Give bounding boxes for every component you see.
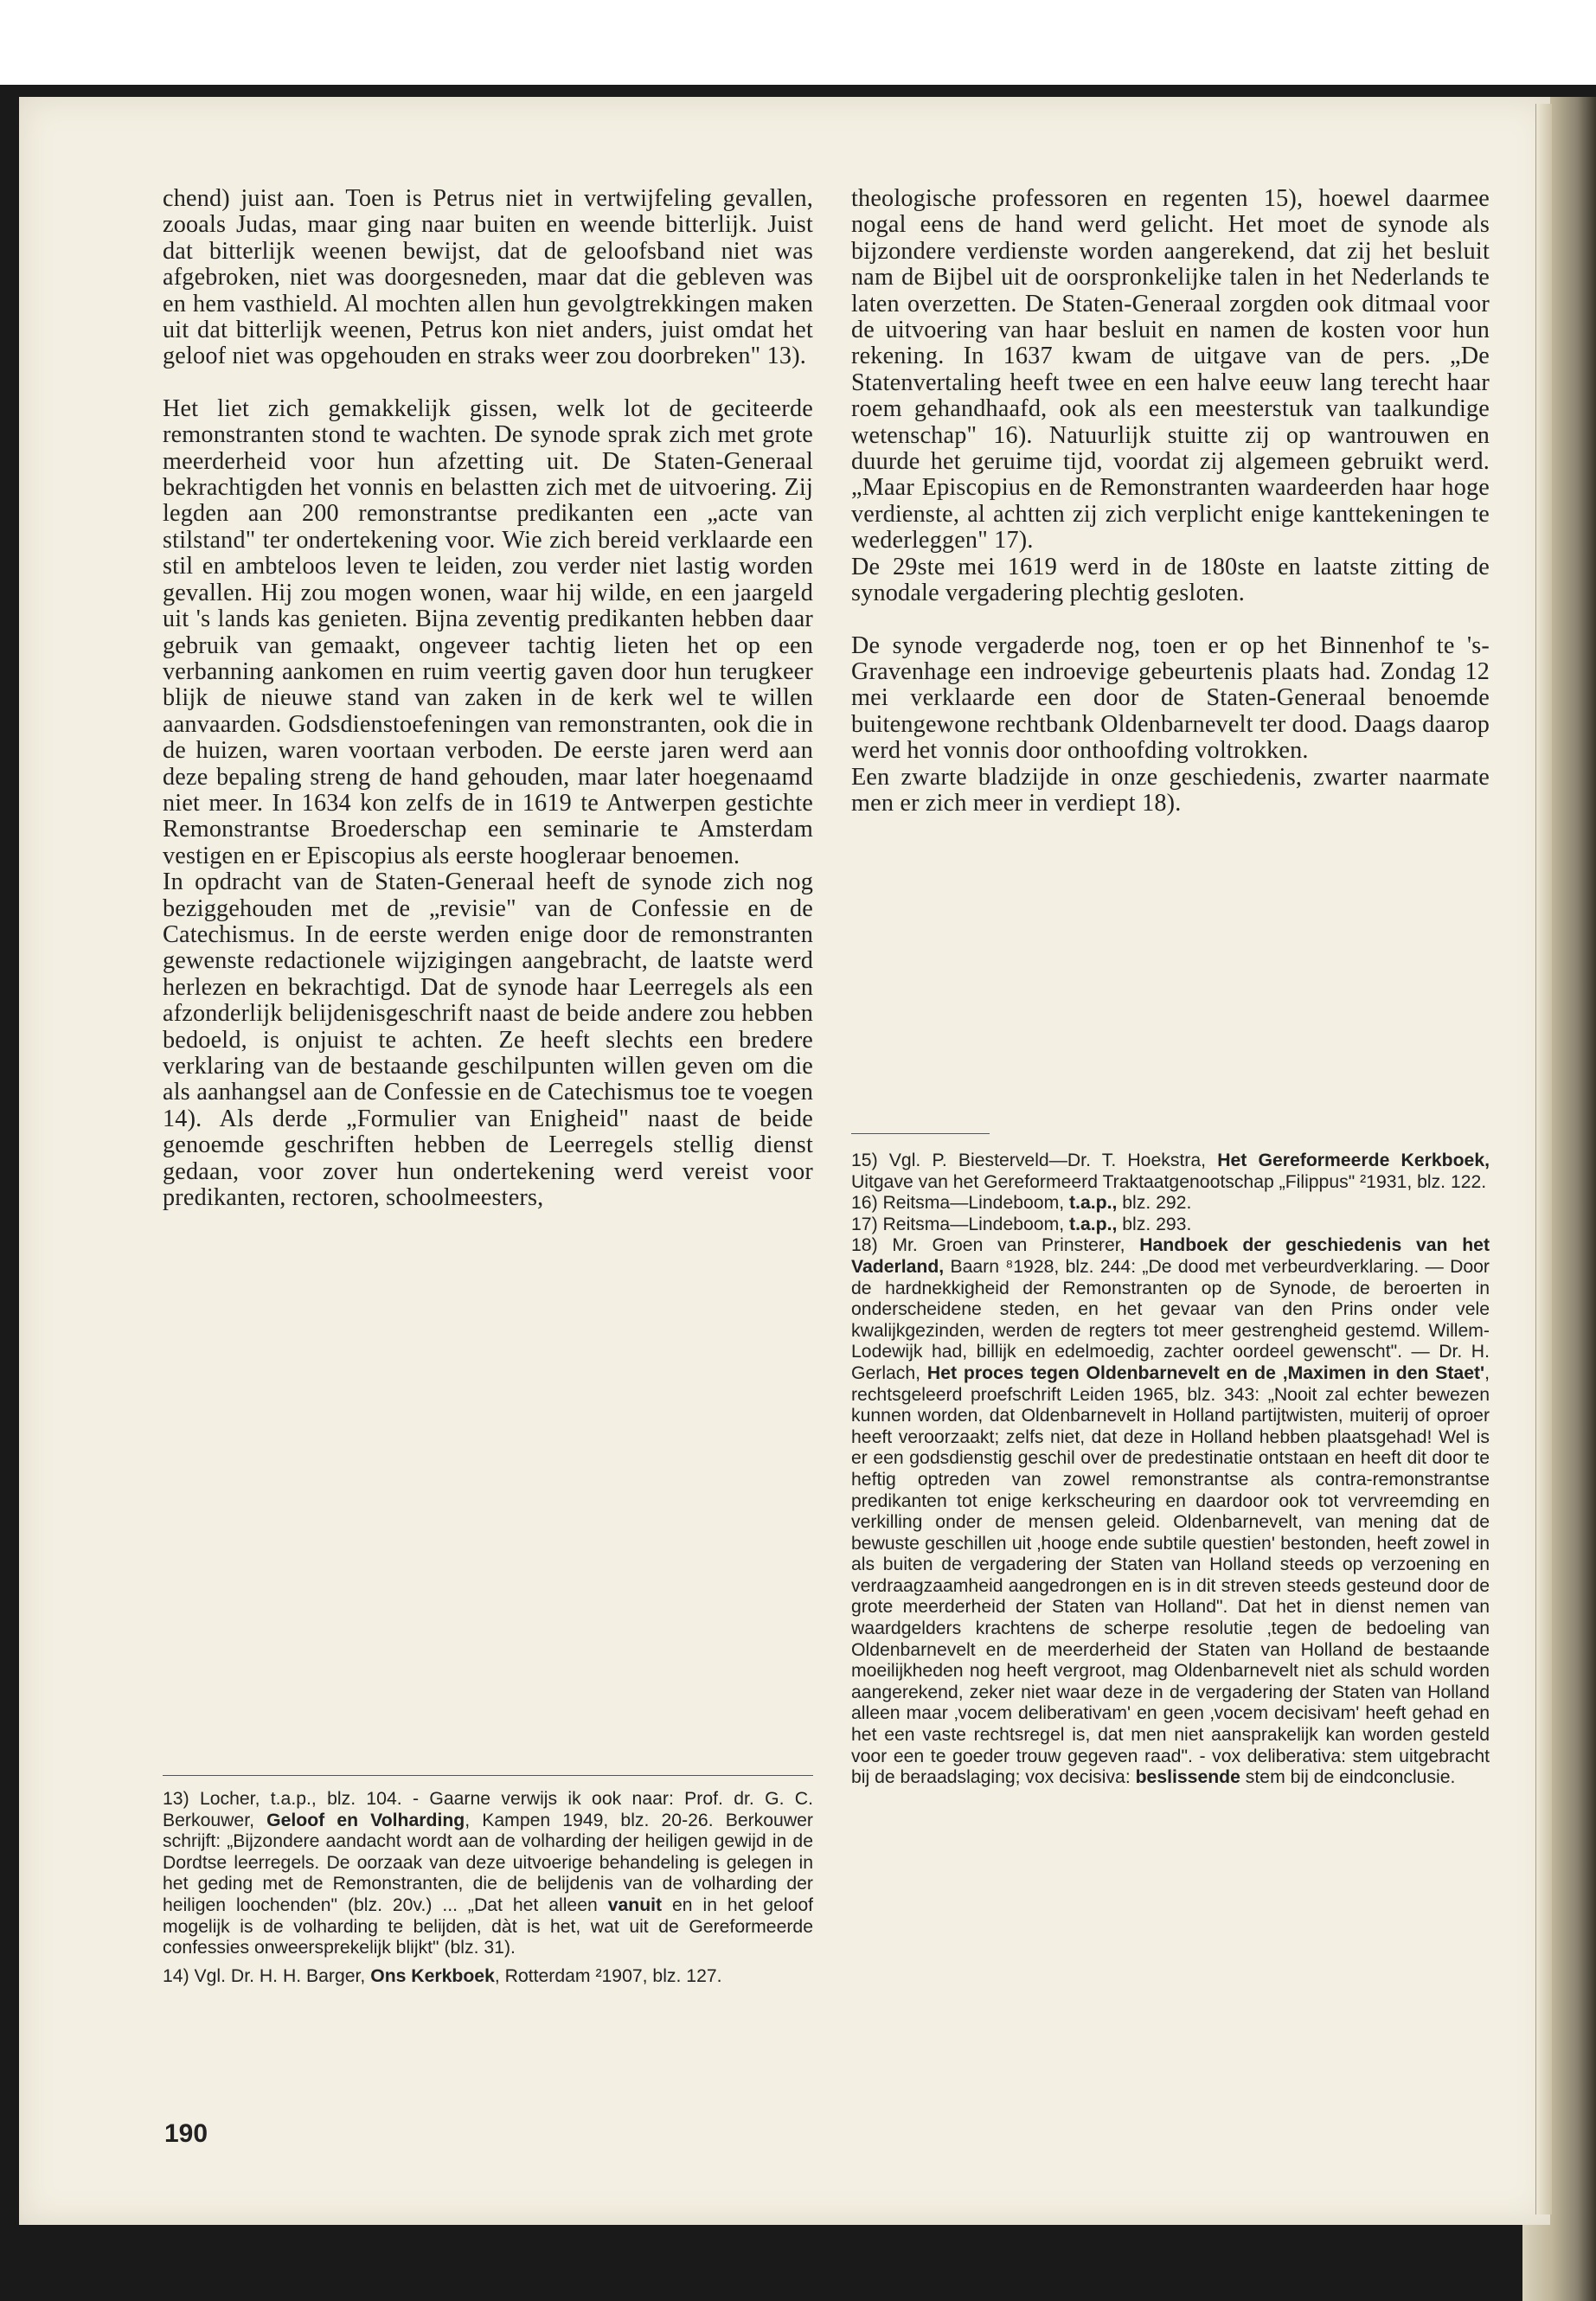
- footnote-14: 14) Vgl. Dr. H. H. Barger, Ons Kerkboek, Rotterdam ²1907, blz. 127.: [163, 1965, 722, 1986]
- page-edge: [1535, 104, 1552, 2214]
- right-paragraph-2: De 29ste mei 1619 werd in de 180ste en laatste zitting de synodale vergadering plechtig gesloten.: [851, 553, 1490, 607]
- right-paragraph-1: theologische professoren en regenten 15), hoewel daarmee nogal eens de hand werd gelicht. Het moet de synode als bijzondere verdienste worden aangerekend, dat zij het besluit nam de Bijbel uit de oorspronkelijke talen in het Nederlands te laten overzetten. De Staten-Generaal zorgden ook ditmaal voor de uitvoering van haar besluit en namen de kosten voor hun rekening. In 1637 kwam de uitgave van de pers. „De Statenvertaling heeft twee en een halve eeuw lang terecht haar roem gehandhaafd, ook als een meesterstuk van taalkundige wetenschap" 16). Natuurlijk stuitte zij op wantrouwen en duurde het geruime tijd, voordat zij algemeen gebruikt werd. „Maar Episcopius en de Remonstranten waardeerden haar hoge verdienste, al achtten zij zich verplicht enige kanttekeningen te wederleggen" 17).: [851, 185, 1490, 554]
- left-column: [163, 186, 813, 1211]
- left-footnote-rule: [163, 1775, 813, 1776]
- left-paragraph-3: In opdracht van de Staten-Generaal heeft de synode zich nog beziggehouden met de „revisie" van de Confessie en de Catechismus. In de eerste werden enige door de remonstranten gewenste redactionele wijzigingen aangebracht, de laatste werd herlezen en bekrachtigd. Dat de synode haar Leerregels als een afzonderlijk belijdenisgeschrift naast de beide andere zou hebben bedoeld, is onjuist te achten. Ze heeft slechts een bredere verklaring van de bestaande geschilpunten willen geven om die als aanhangsel aan de Confessie en de Catechismus toe te voegen 14). Als derde „Formulier van Enigheid" naast de beide genoemde geschriften hebben de Leerregels stellig dienst gedaan, voor zover hun ondertekening werd vereist voor predikanten, rectoren, schoolmeesters,: [163, 868, 813, 1212]
- footnote-13: 13) Locher, t.a.p., blz. 104. - Gaarne verwijs ik ook naar: Prof. dr. G. C. Berkouwer, Geloof en Volharding, Kampen 1949, blz. 20-26. Berkouwer schrijft: „Bijzondere aandacht wordt aan de volharding der heiligen gewijd in de Dordtse leerregels. De oorzaak van deze uitvoerige behandeling is gelegen in het geding met de Remonstranten, die de belijdenis van de volharding der heiligen loochenden" (blz. 20v.) ... „Dat het alleen vanuit en in het geloof mogelijk is de volharding te belijden, dàt is het, wat uit de Gereformeerde confessies onweersprekelijk blijkt" (blz. 31).: [163, 1789, 813, 1958]
- footnote-18: 18) Mr. Groen van Prinsterer, Handboek der geschiedenis van het Vaderland, Baarn ⁸1928, blz. 244: „De dood met verbeurdverklaring. — Door de hardnekkigheid der Remonstranten op de Synode, de beroerten in onderscheidene steden, en het gevaar van den Prins onder vele kwalijkgezinden, werden de regters tot meer gestrengheid gestemd. Willem-Lodewijk had, billijk en edelmoedig, zachter oordeel gewenscht". — Dr. H. Gerlach, Het proces tegen Oldenbarnevelt en de ‚Maximen in den Staet', rechtsgeleerd proefschrift Leiden 1965, blz. 343: „Nooit zal echter bewezen kunnen worden, dat Oldenbarnevelt in Holland partijtwisten, muiterij of oproer heeft veroorzaakt; zelfs niet, dat deze in Holland hebben plaatsgehad! Wel is er een godsdienstig geschil over de predestinatie ontstaan en heeft dit door te heftig optreden van zowel remonstrantse als contra-remonstrantse predikanten tot enige kerkscheuring en daardoor ook tot vervreemding en verkilling onder de mensen geleid. Oldenbarnevelt, van mening dat de bewuste geschillen uit ‚hooge ende subtile questien' bestonden, heeft zowel in als buiten de vergadering der Staten van Holland steeds op verzoening en verdraagzaamheid aangedrongen en is in dit streven steeds gesteund door de grote meerderheid der Staten van Holland". Dat het in dienst nemen van waardgelders krachtens de scherpe resolutie ‚tegen de bedoeling van Oldenbarnevelt en de meerderheid der Staten van Holland de bestaande moeilijkheden nog heeft vergroot, mag Oldenbarnevelt niet als schuld worden aangerekend, zeker niet waar deze in de vergadering der Staten van Holland alleen maar ‚vocem deliberativam' en geen ‚vocem decisivam' heeft gehad en het een vaste rechtsregel is, dat men niet aansprakelijk kan worden gesteld voor een te goeder trouw gegeven raad". - vox deliberativa: stem uitgebracht bij de beraadslaging; vox decisiva: beslissende stem bij de eindconclusie.: [851, 1235, 1490, 1788]
- right-column: [851, 186, 1490, 817]
- page-number: 190: [164, 2119, 208, 2148]
- left-paragraph-2: Het liet zich gemakkelijk gissen, welk lot de geciteerde remonstranten stond te wachten. De synode sprak zich met grote meerderheid voor hun afzetting uit. De Staten-Generaal bekrachtigden het vonnis en belastten zich met de uitvoering. Zij legden aan 200 remonstrantse predikanten een „acte van stilstand" ter ondertekening voor. Wie zich bereid verklaarde een stil en ambteloos leven te leiden, zou verder niet lastig worden gevallen. Hij zou mogen wonen, waar hij wilde, en een jaargeld uit 's lands kas genieten. Bijna zeventig predikanten hebben daar gebruik van gemaakt, ongeveer tachtig lieten het op een verbanning aankomen en ruim veertig gaven door hun terugkeer blijk de nieuwe stand van zaken in de kerk wel te willen aanvaarden. Godsdienstoefeningen van remonstranten, ook die in de huizen, waren voortaan verboden. De eerste jaren werd aan deze bepaling streng de hand gehouden, maar later hoegenaamd niet meer. In 1634 kon zelfs de in 1619 te Antwerpen gestichte Remonstrantse Broederschap een seminarie te Amsterdam vestigen en er Episcopius als eerste hoogleraar benoemen.: [163, 394, 813, 869]
- left-footnotes: [163, 1789, 813, 1987]
- footnote-17: 17) Reitsma—Lindeboom, t.a.p., blz. 293.: [851, 1214, 1192, 1234]
- right-paragraph-4: Een zwarte bladzijde in onze geschiedenis, zwarter naarmate men er zich meer in verdiept 18).: [851, 763, 1490, 817]
- footnote-15: 15) Vgl. P. Biesterveld—Dr. T. Hoekstra, Het Gereformeerde Kerkboek, Uitgave van het Gereformeerd Traktaatgenootschap „Filippus" ²1931, blz. 122.: [851, 1150, 1490, 1192]
- right-footnotes: [851, 1150, 1490, 1789]
- footnote-16: 16) Reitsma—Lindeboom, t.a.p., blz. 292.: [851, 1193, 1192, 1214]
- right-footnote-rule: [851, 1133, 990, 1134]
- left-paragraph-1: chend) juist aan. Toen is Petrus niet in vertwijfeling gevallen, zooals Judas, maar ging naar buiten en weende bitterlijk. Juist dat bitterlijk weenen bewijst, dat de geloofsband niet was afgebroken, niet was doorgesneden, maar dat die gebleven was en hem vasthield. Al mochten allen hun gevolgtrekkingen maken uit dat bitterlijk weenen, Petrus kon niet anders, juist omdat het geloof niet was opgehouden en straks weer zou doorbreken" 13).: [163, 185, 813, 370]
- right-paragraph-3: De synode vergaderde nog, toen er op het Binnenhof te 's-Gravenhage een indroevige gebeurtenis plaats had. Zondag 12 mei verklaarde een door de Staten-Generaal benoemde buitengewone rechtbank Oldenbarnevelt ter dood. Daags daarop werd het vonnis door onthoofding voltrokken.: [851, 631, 1490, 765]
